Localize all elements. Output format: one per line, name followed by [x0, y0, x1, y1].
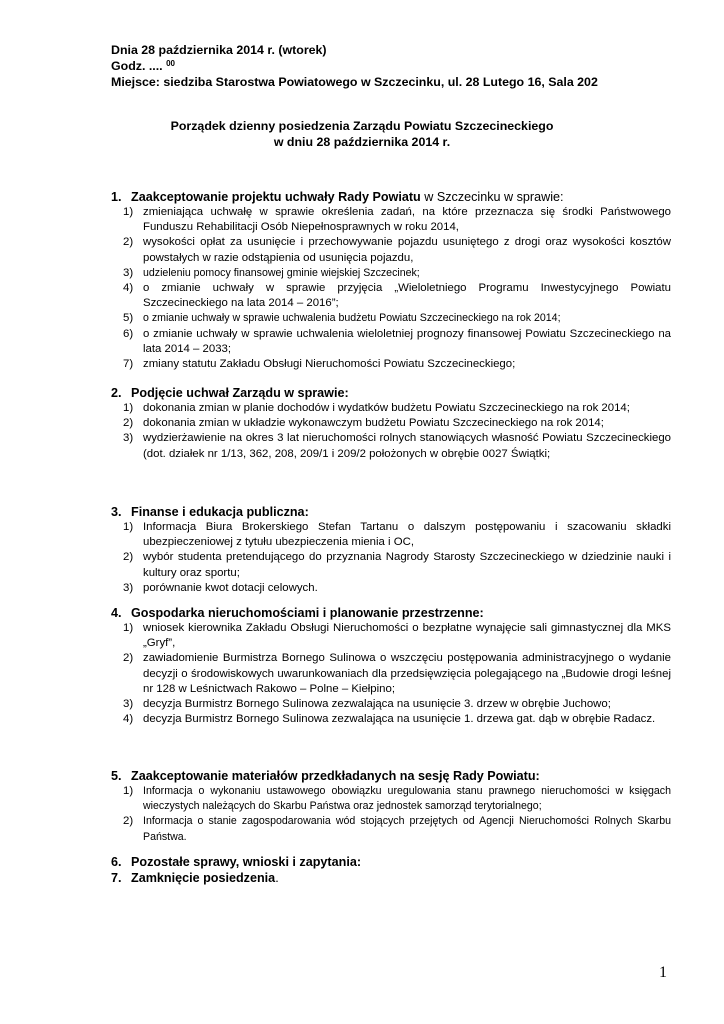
section-heading	[111, 768, 671, 784]
page-number: 1	[659, 964, 667, 981]
item-text: udzieleniu pomocy finansowej gminie wiejskiej Szczecinek;	[143, 266, 420, 279]
item-text: dokonania zmian w układzie wykonawczym budżetu Powiatu Szczecineckiego na rok 2014;	[143, 417, 604, 430]
section-title-bold: Pozostałe sprawy, wnioski i zapytania:	[131, 855, 362, 869]
agenda-section-3	[111, 504, 671, 596]
list-item	[111, 401, 671, 416]
agenda-title: Porządek dzienny posiedzenia Zarządu Powiatu Szczecineckiego	[170, 119, 554, 133]
item-text: zmiany statutu Zakładu Obsługi Nieruchomości Powiatu Szczecineckiego;	[143, 358, 516, 371]
item-number: 4)	[123, 282, 134, 295]
meeting-time	[111, 58, 175, 74]
section-number: 4.	[111, 606, 122, 620]
section-number: 1.	[111, 190, 122, 204]
section-title	[131, 768, 540, 784]
list-item	[111, 327, 671, 357]
item-text: wybór studenta pretendującego do przyznania Nagrody Starosty Szczecineckiego w dziedzinie nauki i kultury oraz sportu;	[143, 551, 671, 579]
item-number: 2)	[123, 551, 134, 564]
section-heading	[111, 854, 671, 870]
section-heading	[111, 189, 671, 205]
item-text: Informacja o wykonaniu ustawowego obowiązku uregulowania stanu prawnego nieruchomości w księgach wieczystych należących do Skarbu Państwa oraz jednostek samorząd terytorialnego;	[143, 785, 671, 813]
section-items	[111, 401, 671, 462]
section-title-bold: Gospodarka nieruchomościami i planowanie przestrzenne:	[131, 606, 484, 620]
item-number: 3)	[123, 581, 134, 594]
item-text: o zmianie uchwały w sprawie uchwalenia budżetu Powiatu Szczecineckiego na rok 2014;	[143, 312, 561, 325]
meeting-time-label: Godz. ....	[111, 59, 163, 73]
meeting-date: Dnia 28 października 2014 r. (wtorek)	[111, 43, 327, 57]
list-item	[111, 416, 671, 431]
list-item	[111, 621, 671, 651]
list-item	[111, 814, 671, 844]
section-items	[111, 205, 671, 372]
item-number: 1)	[123, 622, 134, 634]
list-item	[111, 205, 671, 235]
list-item	[111, 235, 671, 265]
section-items	[111, 784, 671, 845]
list-item	[111, 784, 671, 814]
item-text: decyzja Burmistrz Bornego Sulinowa zezwalająca na usunięcie 3. drzew w obrębie Juchowo;	[143, 698, 611, 711]
list-item	[111, 357, 671, 372]
section-number: 6.	[111, 855, 122, 869]
item-text: dokonania zmian w planie dochodów i wydatków budżetu Powiatu Szczecineckiego na rok 2014;	[143, 402, 630, 414]
item-text: decyzja Burmistrz Bornego Sulinowa zezwalająca na usunięcie 1. drzewa gat. dąb w obrębie Radacz.	[143, 713, 656, 726]
list-item	[111, 311, 671, 326]
list-item	[111, 520, 671, 550]
section-title	[131, 385, 349, 401]
agenda-date: w dniu 28 października 2014 r.	[273, 135, 451, 149]
section-heading	[111, 385, 671, 401]
list-item	[111, 651, 671, 697]
item-number: 3)	[123, 698, 134, 711]
item-text: zmieniająca uchwałę w sprawie określenia zadań, na które przeznacza się środki Państwowego Funduszu Rehabilitacji Osób Niepełnosprawnych w roku 2014,	[143, 206, 671, 234]
item-text: wniosek kierownika Zakładu Obsługi Nieruchomości o bezpłatne wynajęcie sali gimnastycznej dla MKS „Gryf”,	[143, 622, 671, 650]
item-number: 2)	[123, 652, 134, 665]
item-number: 2)	[123, 236, 134, 249]
section-items	[111, 621, 671, 727]
section-heading	[111, 870, 671, 886]
agenda-section-1	[111, 189, 671, 372]
section-title-bold: Finanse i edukacja publiczna:	[131, 505, 309, 519]
meeting-time-minutes: 00	[166, 59, 175, 68]
list-item	[111, 697, 671, 712]
section-title-bold: Zamknięcie posiedzenia	[131, 871, 276, 885]
section-title-rest: w Szczecinku w sprawie:	[420, 190, 564, 204]
list-item	[111, 431, 671, 461]
section-title-bold: Zaakceptowanie materiałów przedkładanych na sesję Rady Powiatu:	[131, 769, 540, 783]
section-number: 7.	[111, 871, 122, 885]
item-text: Informacja o stanie zagospodarowania wód stojących przejętych od Agencji Nieruchomości Rolnych Skarbu Państwa.	[143, 815, 671, 843]
section-title	[131, 870, 279, 886]
item-number: 1)	[123, 402, 134, 414]
item-text: wydzierżawienie na okres 3 lat nieruchomości rolnych stanowiących własność Powiatu Szczecineckiego (dot. działek nr 1/13, 362, 208, 209/1 i 209/2 położonych w obrębie 0027 Świątki;	[143, 432, 671, 460]
item-number: 7)	[123, 358, 134, 371]
section-title	[131, 605, 484, 621]
list-item	[111, 281, 671, 311]
list-item	[111, 266, 671, 281]
item-text: zawiadomienie Burmistrza Bornego Sulinowa o wszczęciu postępowania administracyjnego o wydanie decyzji o środowiskowych uwarunkowaniach dla przedsięwzięcia polegającego na „Budowie drogi leśnej nr 128 w Leśnictwach Rakowo – Polne – Kiełpino;	[143, 652, 671, 695]
item-number: 2)	[123, 815, 134, 828]
item-text: porównanie kwot dotacji celowych.	[143, 581, 318, 594]
section-number: 5.	[111, 769, 122, 783]
section-items	[111, 520, 671, 596]
section-title-rest: .	[275, 871, 279, 885]
item-number: 4)	[123, 713, 134, 726]
item-number: 1)	[123, 521, 134, 533]
item-text: Informacja Biura Brokerskiego Stefan Tartanu o dalszym postępowaniu i szacowaniu składki ubezpieczeniowej z tytułu ubezpieczenia mienia i OC,	[143, 521, 671, 549]
agenda-section-5	[111, 768, 671, 845]
item-text: o zmianie uchwały w sprawie uchwalenia wieloletniej prognozy finansowej Powiatu Szczecineckiego na lata 2014 – 2033;	[143, 327, 671, 355]
item-number: 5)	[123, 312, 134, 325]
agenda-section-4	[111, 605, 671, 727]
item-number: 3)	[123, 266, 134, 279]
item-number: 3)	[123, 432, 134, 445]
item-text: o zmianie uchwały w sprawie przyjęcia „Wieloletniego Programu Inwestycyjnego Powiatu Szczecineckiego na lata 2014 – 2016”;	[143, 282, 671, 310]
list-item	[111, 712, 671, 727]
item-text: wysokości opłat za usunięcie i przechowywanie pojazdu usuniętego z drogi oraz wysokości kosztów powstałych w razie odstąpienia od usunięcia pojazdu,	[143, 236, 671, 264]
section-number: 2.	[111, 386, 122, 400]
item-number: 1)	[123, 206, 134, 218]
list-item	[111, 550, 671, 580]
agenda-section-2	[111, 385, 671, 462]
item-number: 1)	[123, 785, 134, 797]
meeting-place: Miejsce: siedziba Starostwa Powiatowego w Szczecinku, ul. 28 Lutego 16, Sala 202	[111, 75, 598, 89]
section-heading	[111, 504, 671, 520]
section-title-bold: Podjęcie uchwał Zarządu w sprawie:	[131, 386, 349, 400]
item-number: 6)	[123, 327, 134, 340]
section-number: 3.	[111, 505, 122, 519]
section-title	[131, 854, 361, 870]
section-title	[131, 504, 309, 520]
agenda-section-6	[111, 854, 671, 870]
agenda-section-7	[111, 870, 671, 886]
section-title-bold: Zaakceptowanie projektu uchwały Rady Powiatu	[131, 190, 421, 204]
list-item	[111, 581, 671, 596]
item-number: 2)	[123, 417, 134, 430]
section-heading	[111, 605, 671, 621]
section-title	[131, 189, 564, 205]
